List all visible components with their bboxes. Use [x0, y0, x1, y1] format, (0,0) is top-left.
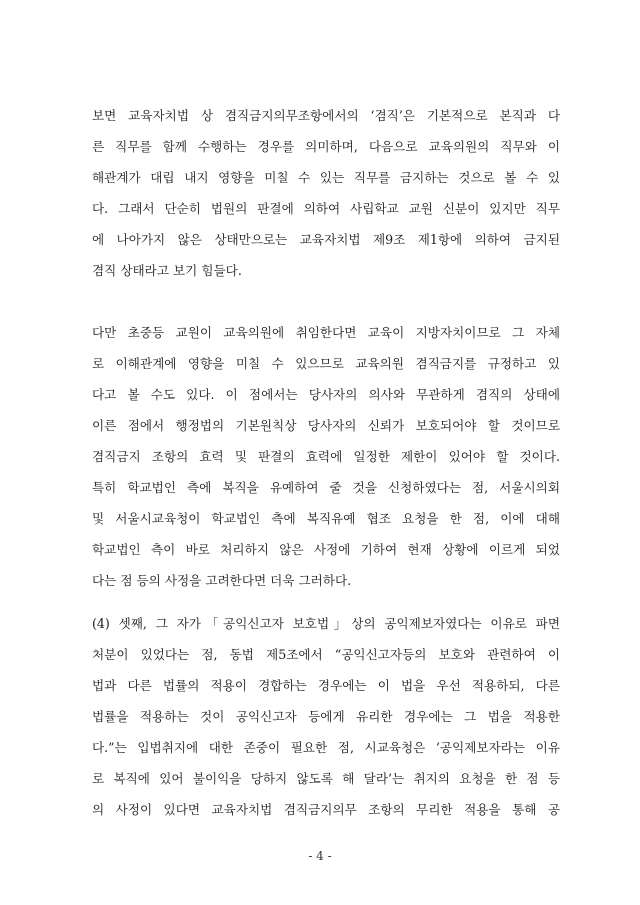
text-line: 보면 교육자치법 상 겸직금지의무조항에서의 ‘겸직’은 기본적으로 본직과 다: [92, 108, 560, 123]
text-line: 겸직 상태라고 보기 힘들다.: [92, 263, 242, 278]
text-line: 다고 볼 수도 있다. 이 점에서는 당사자의 의사와 무관하게 겸직의 상태에: [92, 387, 560, 402]
text-line: 이른 점에서 행정법의 기본원칙상 당사자의 신뢰가 보호되어야 할 것이므로: [92, 418, 560, 433]
text-line: 및 서울시교육청이 학교법인 측에 복직유예 협조 요청을 한 점, 이에 대해: [92, 511, 560, 526]
text-line: 다는 점 등의 사정을 고려한다면 더욱 그러하다.: [92, 573, 352, 588]
text-line: 른 직무를 함께 수행하는 경우를 의미하며, 다음으로 교육의원의 직무와 이: [92, 139, 560, 154]
text-line: 법과 다른 법률의 적용이 경합하는 경우에는 이 법을 우선 적용하되, 다른: [92, 678, 560, 693]
paragraph-2: [92, 317, 560, 596]
text-line: 다만 초중등 교원이 교육의원에 취임한다면 교육이 지방자치이므로 그 자체: [92, 325, 560, 340]
text-line: 로 복직에 있어 불이익을 당하지 않도록 해 달라’는 취지의 요청을 한 점 등: [92, 771, 560, 786]
text-line: 의 사정이 있다면 교육자치법 겸직금지의무 조항의 무리한 적용을 통해 공: [92, 802, 560, 817]
text-line: 로 이해관계에 영향을 미칠 수 있으므로 교육의원 겸직금지를 규정하고 있: [92, 356, 560, 371]
text-line: 학교법인 측이 바로 처리하지 않은 사정에 기하여 현재 상황에 이르게 되었: [92, 542, 560, 557]
text-line: 다.”는 입법취지에 대한 존중이 필요한 점, 시교육청은 ‘공익제보자라는 이유: [92, 740, 560, 755]
page-number: - 4 -: [308, 849, 332, 863]
paragraph-1: [92, 100, 560, 286]
text-line: 해관계가 대립 내지 영향을 미칠 수 있는 직무를 금지하는 것으로 볼 수 있: [92, 170, 560, 185]
paragraph-3: [92, 608, 560, 825]
text-line: 법률을 적용하는 것이 공익신고자 등에게 유리한 경우에는 그 법을 적용한: [92, 709, 560, 724]
text-line: 다. 그래서 단순히 법원의 판결에 의하여 사립학교 교원 신분이 있지만 직무: [92, 201, 560, 216]
text-line: (4) 셋째, 그 자가「공익신고자 보호법」상의 공익제보자였다는 이유로 파면: [92, 616, 560, 631]
text-line: 처분이 있었다는 점, 동법 제5조에서 “공익신고자등의 보호와 관련하여 이: [92, 647, 560, 662]
text-line: 에 나아가지 않은 상태만으로는 교육자치법 제9조 제1항에 의하여 금지된: [92, 232, 560, 247]
text-line: 겸직금지 조항의 효력 및 판결의 효력에 일정한 제한이 있어야 할 것이다.: [92, 449, 560, 464]
text-line: 특히 학교법인 측에 복직을 유예하여 줄 것을 신청하였다는 점, 서울시의회: [92, 480, 560, 495]
